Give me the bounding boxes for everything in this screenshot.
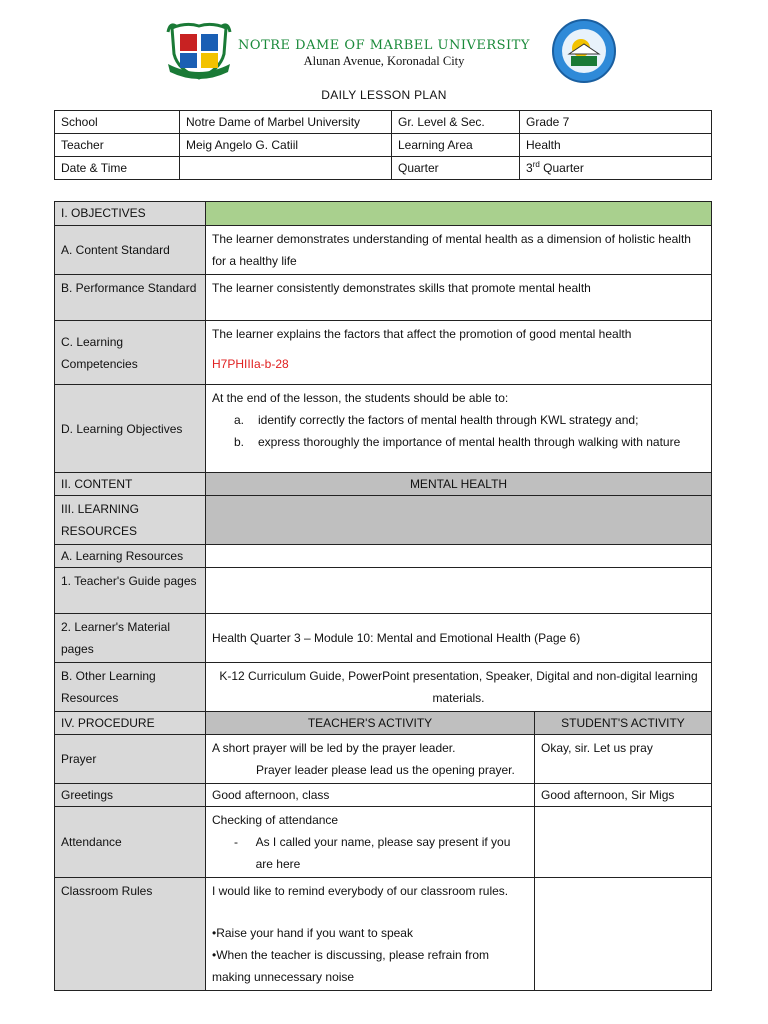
learning-objectives-label: D. Learning Objectives: [55, 385, 206, 473]
school-label: School: [55, 111, 180, 134]
table-row: [55, 663, 712, 712]
content-value: MENTAL HEALTH: [206, 473, 712, 496]
list-marker: b.: [234, 435, 245, 449]
procedure-label: IV. PROCEDURE: [55, 712, 206, 735]
competency-code: H7PHIIIa-b-28: [212, 357, 289, 371]
table-row: [55, 878, 712, 991]
attendance-student-cell: [535, 807, 712, 878]
table-row: [55, 568, 712, 614]
greetings-label: Greetings: [55, 784, 206, 807]
content-standard-value: The learner demonstrates understanding of mental health as a dimension of holistic health for a healthy life: [206, 226, 712, 275]
list-item: [212, 431, 705, 453]
objectives-label: I. OBJECTIVES: [55, 202, 206, 226]
lesson-plan-table: [54, 201, 712, 991]
attendance-line-1: Checking of attendance: [212, 813, 339, 827]
quarter-label: Quarter: [392, 157, 520, 180]
area-value: Health: [520, 134, 712, 157]
table-row: [55, 614, 712, 663]
teacher-label: Teacher: [55, 134, 180, 157]
greetings-student-cell: Good afternoon, Sir Migs: [535, 784, 712, 807]
content-standard-label: A. Content Standard: [55, 226, 206, 275]
table-row: [55, 496, 712, 545]
objective-b: express thoroughly the importance of mental health through walking with nature: [258, 435, 681, 449]
table-row: [55, 321, 712, 385]
performance-standard-value: The learner consistently demonstrates skills that promote mental health: [206, 275, 712, 321]
university-name: NOTRE DAME OF MARBEL UNIVERSITY: [238, 38, 530, 53]
list-marker: -: [234, 835, 238, 849]
date-value: [180, 157, 392, 180]
grade-value: Grade 7: [520, 111, 712, 134]
learners-material-value: Health Quarter 3 – Module 10: Mental and Emotional Health (Page 6): [206, 614, 712, 663]
quarter-word: Quarter: [539, 161, 584, 175]
list-item: [212, 831, 528, 875]
teacher-value: Meig Angelo G. Catiil: [180, 134, 392, 157]
table-row: [55, 226, 712, 275]
table-row: [55, 784, 712, 807]
area-label: Learning Area: [392, 134, 520, 157]
teachers-guide-value: [206, 568, 712, 614]
competency-text: The learner explains the factors that affect the promotion of good mental health: [212, 327, 632, 341]
objective-a: identify correctly the factors of mental health through KWL strategy and;: [258, 413, 639, 427]
date-label: Date & Time: [55, 157, 180, 180]
university-address: Alunan Avenue, Koronadal City: [303, 54, 465, 68]
classroom-rules-label: Classroom Rules: [55, 878, 206, 991]
school-value: Notre Dame of Marbel University: [180, 111, 392, 134]
attendance-line-2: As I called your name, please say present if you are here: [255, 835, 511, 871]
rules-line-2: •Raise your hand if you want to speak: [212, 926, 413, 940]
a-resources-value: [206, 545, 712, 568]
learning-resources-label: III. LEARNING RESOURCES: [55, 496, 206, 545]
classroom-rules-student-cell: [535, 878, 712, 991]
classroom-rules-teacher-cell: [206, 878, 535, 991]
table-row: [55, 157, 712, 180]
content-label: II. CONTENT: [55, 473, 206, 496]
table-row: [55, 473, 712, 496]
prayer-label: Prayer: [55, 735, 206, 784]
quarter-number: 3: [526, 161, 533, 175]
performance-standard-label: B. Performance Standard: [55, 275, 206, 321]
learning-objectives-cell: [206, 385, 712, 473]
table-row: [55, 385, 712, 473]
list-item: [212, 409, 705, 431]
other-resources-value: K-12 Curriculum Guide, PowerPoint presentation, Speaker, Digital and non-digital learning materials.: [206, 663, 712, 712]
prayer-teacher-cell: [206, 735, 535, 784]
competencies-label: C. Learning Competencies: [55, 321, 206, 385]
list-marker: a.: [234, 413, 245, 427]
competencies-cell: [206, 321, 712, 385]
prayer-student-cell: Okay, sir. Let us pray: [535, 735, 712, 784]
quarter-suffix: rd: [532, 160, 540, 169]
college-seal-logo: [551, 18, 617, 84]
rules-line-3: •When the teacher is discussing, please refrain from making unnecessary noise: [212, 948, 489, 984]
objectives-intro: At the end of the lesson, the students should be able to:: [212, 391, 509, 405]
prayer-teacher-line-1: A short prayer will be led by the prayer leader.: [212, 741, 456, 755]
learners-material-label: 2. Learner's Material pages: [55, 614, 206, 663]
lesson-info-table: [54, 110, 712, 180]
teachers-guide-label: 1. Teacher's Guide pages: [55, 568, 206, 614]
attendance-label: Attendance: [55, 807, 206, 878]
table-row: [55, 712, 712, 735]
page-header: [0, 18, 768, 84]
objectives-header-cell: [206, 202, 712, 226]
teacher-activity-header: TEACHER'S ACTIVITY: [206, 712, 535, 735]
table-row: [55, 545, 712, 568]
other-resources-label: B. Other Learning Resources: [55, 663, 206, 712]
table-row: [55, 735, 712, 784]
table-row: [55, 202, 712, 226]
table-row: [55, 111, 712, 134]
greetings-teacher-cell: Good afternoon, class: [206, 784, 535, 807]
a-resources-label: A. Learning Resources: [55, 545, 206, 568]
quarter-value: [520, 157, 712, 180]
grade-label: Gr. Level & Sec.: [392, 111, 520, 134]
student-activity-header: STUDENT'S ACTIVITY: [535, 712, 712, 735]
table-row: [55, 275, 712, 321]
table-row: [55, 807, 712, 878]
learning-resources-header-cell: [206, 496, 712, 545]
prayer-teacher-line-2: Prayer leader please lead us the opening prayer.: [256, 763, 515, 777]
rules-line-1: I would like to remind everybody of our classroom rules.: [212, 884, 509, 898]
table-row: [55, 134, 712, 157]
document-title: DAILY LESSON PLAN: [321, 88, 447, 102]
attendance-teacher-cell: [206, 807, 535, 878]
